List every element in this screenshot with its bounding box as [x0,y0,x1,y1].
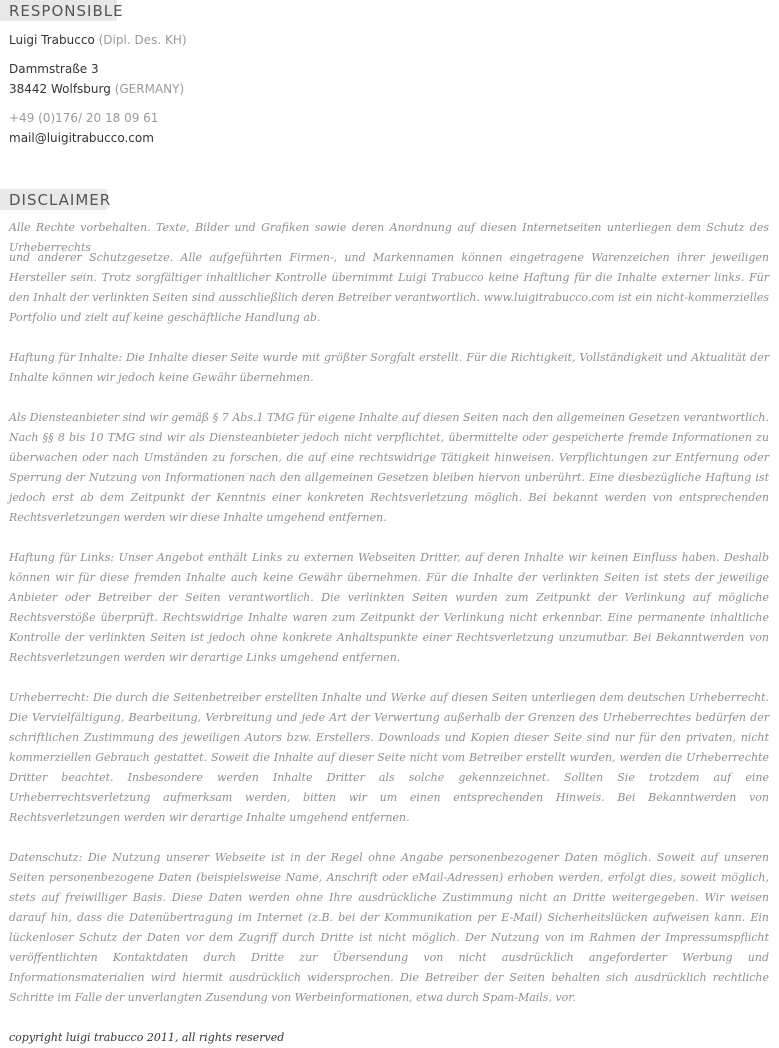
contact-phone: +49 (0)176/ 20 18 09 61 [9,111,159,125]
disclaimer-intro-line: Alle Rechte vorbehalten. Texte, Bilder und Grafiken sowie deren Anordnung auf diesen Internetseiten unterliegen dem Schutz des Urheberrechts [9,221,769,254]
disclaimer-link-liability: Haftung für Links: Unser Angebot enthält Links zu externen Webseiten Dritter, auf deren Inhalte wir keinen Einfluss haben. Deshalb können wir für diese fremden Inhalte auch keine Gewähr übernehmen. Für die Inhalte der verlinkten Seiten ist stets der jeweilige Anbieter oder Betreiber der Seiten verantwortlich. Die verlinkten Seiten wurden zum Zeitpunkt der Verlinkung auf mögliche Rechtsverstöße überprüft. Rechtswidrige Inhalte waren zum Zeitpunkt der Verlinkung nicht erkennbar. Eine permanente inhaltliche Kontrolle der verlinkten Seiten ist jedoch ohne konkrete Anhaltspunkte einer Rechtsverletzung unzumutbar. Bei Bekanntwerden von Rechtsverletzungen werden wir derartige Links umgehend entfernen. [9,551,769,664]
responsible-heading: RESPONSIBLE [0,0,117,21]
contact-street: Dammstraße 3 [9,62,99,76]
disclaimer-content-liability: Haftung für Inhalte: Die Inhalte dieser Seite wurde mit größter Sorgfalt erstellt. Für die Richtigkeit, Vollständigkeit und Aktualität der Inhalte können wir jedoch keine Gewähr übernehmen. [9,351,769,384]
disclaimer-heading: DISCLAIMER [0,189,107,210]
disclaimer-service-provider: Als Diensteanbieter sind wir gemäß § 7 Abs.1 TMG für eigene Inhalte auf diesen Seiten nach den allgemeinen Gesetzen verantwortlich. Nach §§ 8 bis 10 TMG sind wir als Diensteanbieter jedoch nicht verpflichtet, übermittelte oder gespeicherte fremde Informationen zu überwachen oder nach Umständen zu forschen, die auf eine rechtswidrige Tätigkeit hinweisen. Verpflichtungen zur Entfernung oder Sperrung der Nutzung von Informationen nach den allgemeinen Gesetzen bleiben hiervon unberührt. Eine diesbezügliche Haftung ist jedoch erst ab dem Zeitpunkt der Kenntnis einer konkreten Rechtsverletzung möglich. Bei bekannt werden von entsprechenden Rechtsverletzungen werden wir diese Inhalte umgehend entfernen. [9,411,769,524]
contact-city-line [9,79,184,99]
contact-country: (GERMANY) [114,82,185,96]
disclaimer-privacy: Datenschutz: Die Nutzung unserer Webseite ist in der Regel ohne Angabe personenbezogener Daten möglich. Soweit auf unseren Seiten personenbezogene Daten (beispielsweise Name, Anschrift oder eMail-Adressen) erhoben werden, erfolgt dies, soweit möglich, stets auf freiwilliger Basis. Diese Daten werden ohne Ihre ausdrückliche Zustimmung nicht an Dritte weitergegeben. Wir weisen darauf hin, dass die Datenübertragung im Internet (z.B. bei der Kommunikation per E-Mail) Sicherheitslücken aufweisen kann. Ein lückenloser Schutz der Daten vor dem Zugriff durch Dritte ist nicht möglich. Der Nutzung von im Rahmen der Impressumspflicht veröffentlichten Kontaktdaten durch Dritte zur Übersendung von nicht ausdrücklich angeforderter Werbung und Informationsmaterialien wird hiermit ausdrücklich widersprochen. Die Betreiber der Seiten behalten sich ausdrücklich rechtliche Schritte im Falle der unverlangten Zusendung von Werbeinformationen, etwa durch Spam-Mails, vor. [9,851,769,1004]
disclaimer-body [9,218,769,1048]
contact-title: (Dipl. Des. KH) [98,33,187,47]
disclaimer-intro-paragraph: und anderer Schutzgesetze. Alle aufgeführten Firmen-, und Markennamen können eingetragene Warenzeichen ihrer jeweiligen Hersteller sein. Trotz sorgfältiger inhaltlicher Kontrolle übernimmt Luigi Trabucco keine Haftung für die Inhalte externer links. Für den Inhalt der verlinkten Seiten sind ausschließlich deren Betreiber verantwortlich. www.luigitrabucco.com ist ein nicht-kommerzielles Portfolio und zielt auf keine geschäftliche Handlung ab. [9,251,769,324]
disclaimer-copyright-law: Urheberrecht: Die durch die Seitenbetreiber erstellten Inhalte und Werke auf diesen Seiten unterliegen dem deutschen Urheberrecht. Die Vervielfältigung, Bearbeitung, Verbreitung und jede Art der Verwertung außerhalb der Grenzen des Urheberrechtes bedürfen der schriftlichen Zustimmung des jeweiligen Autors bzw. Erstellers. Downloads und Kopien dieser Seite sind nur für den privaten, nicht kommerziellen Gebrauch gestattet. Soweit die Inhalte auf dieser Seite nicht vom Betreiber erstellt wurden, werden die Urheberrechte Dritter beachtet. Insbesondere werden Inhalte Dritter als solche gekennzeichnet. Sollten Sie trotzdem auf eine Urheberrechtsverletzung aufmerksam werden, bitten wir um einen entsprechenden Hinweis. Bei Bekanntwerden von Rechtsverletzungen werden wir derartige Inhalte umgehend entfernen. [9,691,769,824]
contact-name: Luigi Trabucco [9,33,95,47]
contact-email-link[interactable]: mail@luigitrabucco.com [9,131,154,145]
contact-name-line [9,30,187,50]
copyright-notice: copyright luigi trabucco 2011, all rights reserved [9,1031,285,1044]
contact-city: 38442 Wolfsburg [9,82,111,96]
